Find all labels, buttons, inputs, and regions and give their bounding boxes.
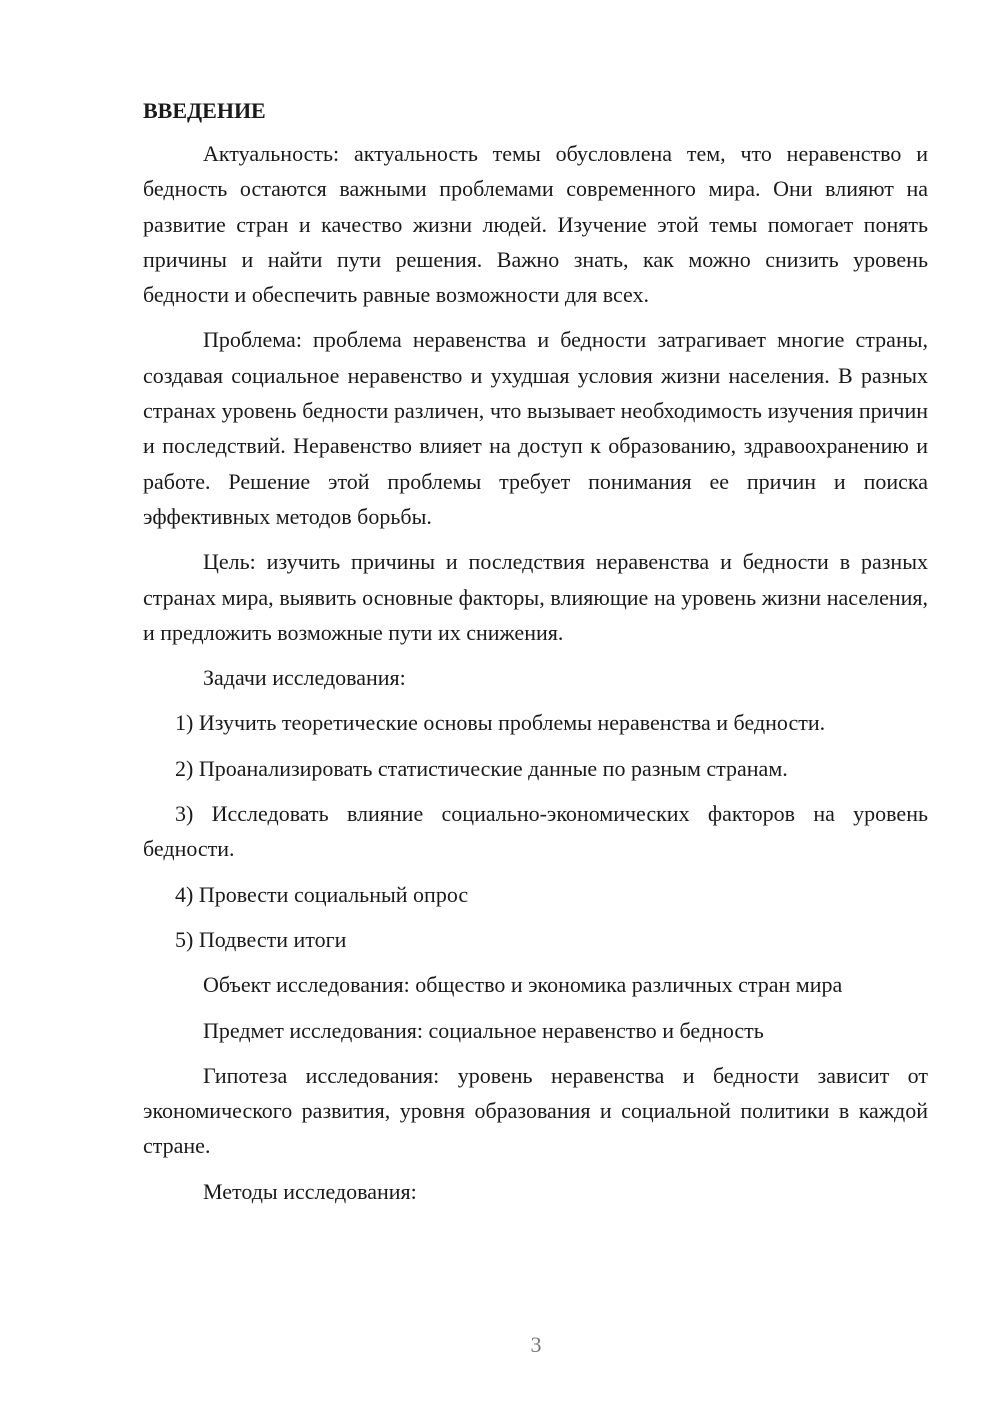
- paragraph-relevance: Актуальность: актуальность темы обусловлена тем, что неравенство и бедность остаются важными проблемами современного мира. Они влияют на развитие стран и качество жизни людей. Изучение этой темы помогает понять причины и найти пути решения. Важно знать, как можно снизить уровень бедности и обеспечить равные возможности для всех.: [143, 141, 928, 308]
- paragraph-hypothesis: Гипотеза исследования: уровень неравенства и бедности зависит от экономического развития, уровня образования и социальной политики в каждой стране.: [143, 1062, 928, 1159]
- task-item-3: 3) Исследовать влияние социально-экономических факторов на уровень бедности.: [143, 801, 928, 862]
- methods-heading: Методы исследования:: [203, 1178, 417, 1204]
- paragraph-object: Объект исследования: общество и экономика различных стран мира: [203, 972, 843, 998]
- tasks-heading: Задачи исследования:: [203, 665, 406, 691]
- task-item-2: 2) Проанализировать статистические данные по разным странам.: [175, 755, 788, 781]
- task-item-1: 1) Изучить теоретические основы проблемы неравенства и бедности.: [175, 710, 826, 736]
- page-number: 3: [530, 1332, 542, 1357]
- task-item-5: 5) Подвести итоги: [175, 926, 347, 952]
- paragraph-subject: Предмет исследования: социальное неравенство и бедность: [203, 1017, 764, 1043]
- task-item-4: 4) Провести социальный опрос: [175, 881, 469, 907]
- page-content: [143, 96, 928, 1219]
- section-title: ВВЕДЕНИЕ: [143, 98, 266, 123]
- paragraph-problem: Проблема: проблема неравенства и бедности затрагивает многие страны, создавая социальное неравенство и ухудшая условия жизни населения. В разных странах уровень бедности различен, что вызывает необходимость изучения причин и последствий. Неравенство влияет на доступ к образованию, здравоохранению и работе. Решение этой проблемы требует понимания ее причин и поиска эффективных методов борьбы.: [143, 327, 928, 529]
- paragraph-goal: Цель: изучить причины и последствия неравенства и бедности в разных странах мира, выявить основные факторы, влияющие на уровень жизни населения, и предложить возможные пути их снижения.: [143, 549, 928, 645]
